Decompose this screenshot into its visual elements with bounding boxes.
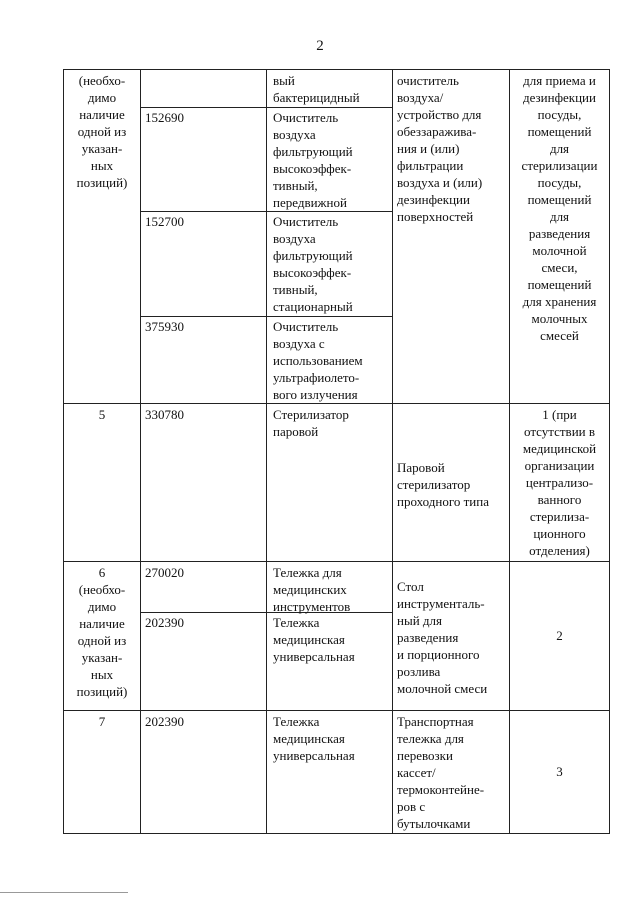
item-name: Очиститель воздуха фильтрующий высокоэффек- тивный, передвижной — [273, 110, 353, 210]
item-name: Тележка медицинская универсальная — [273, 714, 355, 763]
item-code: 330780 — [145, 407, 184, 422]
page-number: 2 — [316, 38, 324, 54]
item-code: 202390 — [145, 615, 184, 630]
item-code: 375930 — [145, 319, 184, 334]
item-code: 270020 — [145, 565, 184, 580]
item-code: 202390 — [145, 714, 184, 729]
row-separator — [63, 561, 610, 562]
quantity: 2 — [556, 628, 563, 643]
footnote-rule — [0, 892, 128, 893]
column-border — [266, 69, 267, 834]
row-separator — [63, 710, 610, 711]
position-number: (необхо- димо наличие одной из указан- ных позиций) — [76, 73, 128, 190]
quantity: 3 — [556, 764, 563, 779]
device-type: Стол инструменталь- ный для разведения и порционного розлива молочной смеси — [397, 579, 488, 696]
table-bottom-border — [63, 833, 610, 834]
item-name: Тележка для медицинских инструментов — [273, 565, 351, 614]
item-code: 152700 — [145, 214, 184, 229]
device-type: очиститель воздуха/ устройство для обеззаражива- ния и (или) фильтрации воздуха и (или) дезинфекции поверхностей — [397, 73, 483, 224]
item-name: вый бактерицидный — [273, 73, 360, 105]
position-number: 6 (необхо- димо наличие одной из указан- ных позиций) — [76, 565, 128, 699]
item-name: Тележка медицинская универсальная — [273, 615, 355, 664]
item-name: Стерилизатор паровой — [273, 407, 349, 439]
table-top-border — [63, 69, 610, 70]
item-name: Очиститель воздуха с использованием ультрафиолето- вого излучения — [273, 319, 363, 402]
position-number: 5 — [98, 407, 106, 422]
quantity: 1 (при отсутствии в медицинской организации централизо- ванного стерилиза- ционного отделения) — [522, 407, 597, 558]
row-separator — [63, 403, 610, 404]
column-border — [392, 69, 393, 834]
item-name: Очиститель воздуха фильтрующий высокоэффек- тивный, стационарный — [273, 214, 353, 314]
device-type: Транспортная тележка для перевозки кассет/ термоконтейне- ров с бутылочками — [397, 714, 485, 831]
item-code: 152690 — [145, 110, 184, 125]
device-type: Паровой стерилизатор проходного типа — [397, 460, 489, 509]
column-border — [140, 69, 141, 834]
quantity: для приема и дезинфекции посуды, помещений для стерилизации посуды, помещений для разведения молочной смеси, помещений для хранения молочных смесей — [521, 73, 598, 343]
column-border — [609, 69, 610, 834]
position-number: 7 — [98, 714, 106, 729]
